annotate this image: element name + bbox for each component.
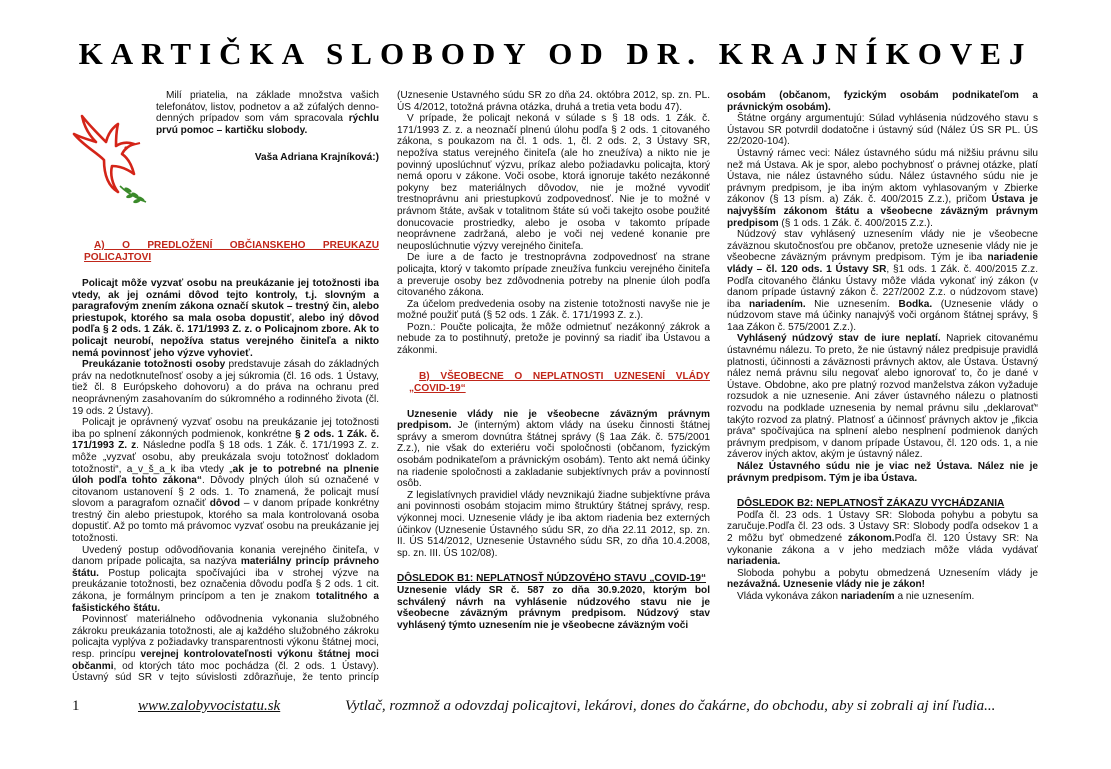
intro-text: Milí priatelia, na základe množstva vašich telefonátov, listov, podnetov a až zúfalých denno-denných prípadov som vám spracovala rýchlu prvú pomoc – kartičku slobody.: [156, 90, 379, 136]
paragraph: Za účelom predvedenia osoby na zistenie totožnosti navyše nie je možné použiť putá (§ 52 ods. 1 Zák. č. 171/1993 Z. z.).: [397, 298, 710, 322]
paragraph: Nález Ústavného súdu nie je viac než Ústava. Nález nie je právnym predpisom. Tým je iba Ústava.: [727, 461, 1038, 484]
paragraph: Policajt môže vyzvať osobu na preukázanie jej totožnosti iba vtedy, ak jej oznámi dôvod tejto kontroly, t.j. slovným a paragrafovým znením zákona označí skutok – trestný čin, alebo priestupok, ktorého sa mala osoba dopustiť, alebo iný dôvod podľa § 2 ods. 1 Zák. č. 171/1993 Z. z. o Policajnom zbore. Ak to policajt neurobí, nepožíva status verejného činiteľa a nikto nemá povinnosť jeho výzve vyhovieť.: [72, 278, 379, 359]
intro-block: [72, 90, 379, 240]
page-title: KARTIČKA SLOBODY OD DR. KRAJNÍKOVEJ: [78, 36, 1033, 71]
dove-olive-branch-icon: [72, 112, 151, 208]
page-number: 1: [72, 698, 80, 714]
paragraph: Pozn.: Poučte policajta, že môže odmietnuť nezákonný zákrok a nebude za to postihnutý, pretože je povinný sa riadiť iba Ústavou a zákonmi.: [397, 321, 710, 357]
paragraph: De iure a de facto je trestnoprávna zodpovednosť na strane policajta, ktorý v takomto prípade zneužíva funkciu verejného činiteľa a preveruje osoby bez zdôvodnenia potreby na plnenie úloh podľa citovaného zákona.: [397, 252, 710, 299]
paragraph: Z legislatívnych pravidiel vlády nevznikajú žiadne subjektívne práva ani povinnosti osobám stojacim mimo štruktúry štátnej správy, resp. výkonnej moci. Uznesenie vlády je iba aktom riadenia bez externých účinkov (Uznesenie Ústavného súdu SR, zo dňa 22.11 2012, sp. zn. II. ÚS 514/2012, Uznesenie Ústavného súdu SR, zo dňa 10.4.2008, sp. zn. III. ÚS 102/08).: [397, 489, 710, 559]
website-link[interactable]: www.zalobyvocistatu.sk: [138, 698, 281, 714]
section-a-heading: A) O PREDLOŽENÍ OBČIANSKEHO PREUKAZU POLICAJTOVI: [84, 240, 379, 263]
paragraph: (Uznesenie Ústavného súdu SR zo dňa 24. októbra 2012, sp. zn. PL. ÚS 4/2012, totožná právna otázka, druhá a tretia veta bodu 47).: [397, 90, 710, 113]
paragraph: osobám (občanom, fyzickým osobám podnikateľom a právnickým osobám).: [727, 90, 1038, 113]
section-b2-heading: DÔSLEDOK B2: NEPLATNOSŤ ZÁKAZU VYCHÁDZANIA: [737, 498, 1005, 510]
column-2: [397, 90, 710, 682]
paragraph: Uznesenie vlády nie je všeobecne záväzným právnym predpisom. Je (interným) aktom vlády na úseku činnosti štátnej správy a smerom dovnútra štátnej správy (§ 1aa Zák. č. 575/2001 Z.z.), nie však do exteriéru voči spoločnosti (občanom, fyzickým osobám podnikateľom a právnickým osobám). Tento akt nemá účinky na riadenie spoločnosti a zakladanie subjektívnych práv a povinností osôb.: [397, 408, 710, 490]
section-b-heading: B) VŠEOBECNE O NEPLATNOSTI UZNESENÍ VLÁDY „COVID-19“: [409, 370, 710, 394]
paragraph: Uznesenie vlády SR č. 587 zo dňa 30.9.2020, ktorým bol schválený návrh na vyhlásenie núdzového stavu nie je všeobecne záväzným právnym predpisom. Núdzový stav vyhlásený týmto uznesením nie je všeobecne záväzným voči: [397, 584, 710, 631]
paragraph: Uvedený postup odôvodňovania konania verejného činiteľa, v danom prípade policajta, sa nazýva materiálny princíp právneho štátu. Postup policajta spočívajúci iba v strohej výzve na preukázanie totožnosti, bez označenia dôvodu podľa § 2 ods. 1 cit. zákona, je formálnym princípom a ten je znakom totalitného a fašistického štátu.: [72, 544, 379, 614]
paragraph: Vláda vykonáva zákon nariadením a nie uznesením.: [737, 590, 975, 602]
footer-tagline: Vytlač, rozmnož a odovzdaj policajtovi, lekárovi, dones do čakárne, do obchodu, aby si zobrali aj iní ľudia...: [345, 698, 996, 714]
paragraph: Núdzový stav vyhlásený uznesením vlády nie je všeobecne záväznou skutočnosťou pre občanov, pretože uznesenie vlády nie je všeobecne záväzným právnym predpisom. Tým je iba nariadenie vlády – čl. 120 ods. 1 Ústavy SR, §1 ods. 1 Zák. č. 400/2015 Z.z. Podľa citovaného článku Ústavy môže vláda vykonať iný zákon (v danom prípade ústavný zákon č. 227/2002 Z.z. o núdzovom stave) iba nariadením. Nie uznesením. Bodka. (Uznesenie vlády o núdzovom stave má účinky nanajvýš voči orgánom štátnej správy, § 1aa Zákon č. 575/2001 Z.z.).: [727, 229, 1038, 333]
paragraph: Štátne orgány argumentujú: Súlad vyhlásenia núdzového stavu s Ústavou SR potvrdil dodatočne i ústavný súd (Nález ÚS SR PL. ÚS 22/2020-104).: [727, 113, 1038, 148]
section-b1-heading: DÔSLEDOK B1: NEPLATNOSŤ NÚDZOVÉHO STAVU „COVID-19“: [397, 573, 707, 585]
paragraph: Podľa čl. 23 ods. 1 Ústavy SR: Sloboda pohybu a pobytu sa zaručuje.Podľa čl. 23 ods. 3 Ústavy SR: Slobody podľa odsekov 1 a 2 môžu byť obmedzené zákonom.Podľa čl. 120 Ústavy SR: Na vykonanie zákona a v jeho medziach môže vláda vydávať nariadenia.: [727, 509, 1038, 568]
paragraph: Vyhlásený núdzový stav de iure neplatí. Napriek citovanému ústavnému nálezu. To preto, že nie ústavný nález predpisuje pravidlá platnosti, účinnosti a záväznosti právnych aktov, ale Ústava. Ústavný nález nemá právnu silu negovať alebo ignorovať to, čo je dané v Ústave. Obdobne, ako pre platný rozvod manželstva zákon vyžaduje rozsudok a nie uznesenie. Ani záver ústavného nálezu o platnosti rozvodu na podklade uznesenia by nemal právnu silu „deklarovať“ takýto rozvod za platný. Platnosť a účinnosť právnych aktov je „fikcia práva“ spočívajúca na splnení alebo nesplnení podmienok daných právnym predpisom, v danom prípade Ústavou, čl. 120 ods. 1, a nie záverov iných aktov, akým je ústavný nález.: [727, 333, 1038, 461]
column-1: [72, 90, 379, 682]
paragraph: Preukázanie totožnosti osoby predstavuje zásah do základných práv na nedotknuteľnosť osoby a jej súkromia (čl. 16 ods. 1 Ústavy, tiež čl. 8 Európskeho dohovoru) a do práva na ochranu pred neoprávneným zasahovaním do súkromného a rodinného života (čl. 19 ods. 2 Ústavy).: [72, 359, 379, 417]
column-3: [727, 90, 1038, 682]
paragraph: Povinnosť materiálneho odôvodnenia vykonania služobného zákroku preukázania totožnosti, ale aj každého služobného zákroku policajta vyplýva z požiadavky transparentnosti výkonu štátnej moci, resp. princípu verejnej kontrolovateľnosti výkonu štátnej moci občanmi, od ktorých táto moc pochádza (čl. 2 ods. 1 Ústavy). Ústavný súd SR v tejto súvislosti zdôrazňuje, že tento princíp: [72, 614, 379, 682]
signature: Vaša Adriana Krajníková:): [254, 152, 379, 163]
paragraph: Sloboda pohybu a pobytu obmedzená Uznesením vlády je nezávažná. Uznesenie vlády nie je zákon!: [727, 567, 1038, 591]
paragraph: Ústavný rámec veci: Nález ústavného súdu má nižšiu právnu silu než má Ústava. Ak je spor, alebo pochybnosť o právnej otázke, platí Ústava, nie nález ústavného súdu. Nález ústavného súdu nie je právnym predpisom, je iba iným aktom vyhlasovaným v Zbierke zákonov (§ 13 písm. a) Zák. č. 400/2015 Z.z.), pričom Ústava je najvyšším zákonom štátu a všeobecne záväzným právnym predpisom (§ 1 ods. 1 Zák. č. 400/2015 Z.z.).: [727, 147, 1038, 229]
footer: [0, 698, 1111, 720]
paragraph: V prípade, že policajt nekoná v súlade s § 18 ods. 1 Zák. č. 171/1993 Z. z. a neoznačí plnenú úlohu podľa § 2 ods. 1 citovaného zákona, s poukazom na čl. 1 ods. 1, čl. 2 ods. 2, 3 Ústavy SR, nepožíva status verejného činiteľa (ale ho zneužíva) a nikto nie je povinný uposlúchnuť výzvu, príkaz alebo požiadavku policajta, ktorý nemá oporu v zákone. Voči osobe, ktorá ignoruje takéto nezákonné pokyny bez materiálnych dôvodov, nie je možné vyvodiť trestnoprávnu ani priestupkovú zodpovednosť. Nie je to možné v právnom štáte, avšak v totalitnom štáte sú voči takejto osobe použité donucovacie prostriedky, alebo je osoba v takomto prípade neoprávnene zadržaná, alebo je voči nej vedené konanie pre neuposlúchnutie výzvy verejného činiteľa.: [397, 113, 710, 252]
paragraph: Policajt je oprávnený vyzvať osobu na preukázanie jej totožnosti iba po splnení zákonných podmienok, konkrétne § 2 ods. 1 Zák. č. 171/1993 Z. z. Následne podľa § 18 ods. 1 Zák. č. 171/1993 Z. z. môže „vyzvať osobu, aby preukázala svoju totožnosť dokladom totožnosti“, a_v_š_a_k iba vtedy „ak je to potrebné na plnenie úloh podľa tohto zákona“. Dôvody plných úloh sú označené v citovanom ustanovení § 2 ods. 1. To znamená, že policajt musí slovom a paragrafom označiť dôvod – v danom prípade konkrétny trestný čin alebo priestupok, ktorého sa mala kontrolovaná osoba dopustiť. Až po tomto má právomoc vyzvať osobu na preukázanie jej totožnosti.: [72, 417, 379, 545]
